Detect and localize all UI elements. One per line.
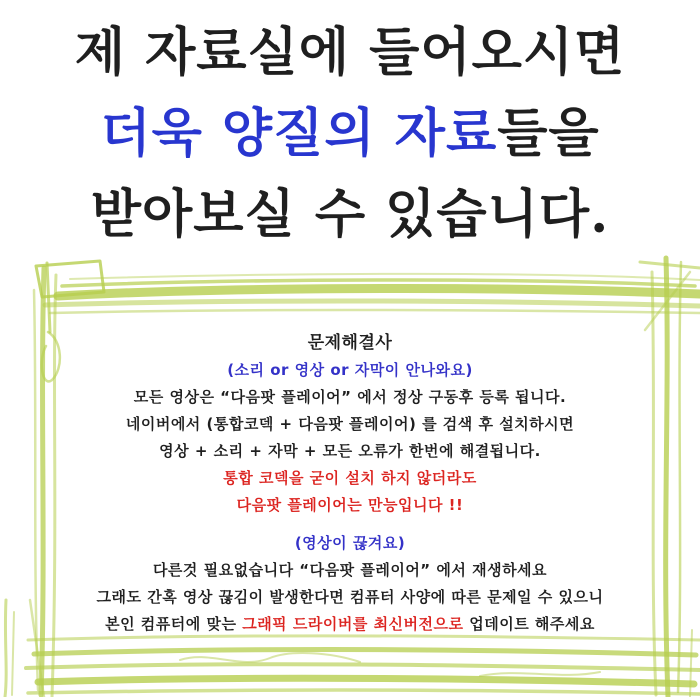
section2-line-3	[40, 611, 660, 638]
header-line-3-text: 받아보실 수 있습니다.	[90, 184, 610, 245]
section2-line-3-suffix: 업데이트 해주세요	[463, 615, 595, 633]
section1-heading: (소리 or 영상 or 자막이 안나와요)	[227, 361, 473, 379]
section2-line-3-prefix: 본인 컴퓨터에 맞는	[105, 615, 243, 633]
section2-line-1: 다른것 필요없습니다 “다음팟 플레이어” 에서 재생하세요	[152, 561, 548, 579]
section1-red-line-2: 다음팟 플레이어는 만능입니다 !!	[236, 496, 464, 514]
section1-line-1: 모든 영상은 “다음팟 플레이어” 에서 정상 구동후 등록 됩니다.	[133, 388, 567, 406]
section1-red-line-1: 통합 코덱을 굳이 설치 하지 않더라도	[223, 469, 477, 487]
section2-line-3-red: 그래픽 드라이버를 최신버전으로	[242, 615, 464, 633]
section2-heading: (영상이 끊겨요)	[294, 534, 406, 552]
section1-line-3: 영상 + 소리 + 자막 + 모든 오류가 한번에 해결됩니다.	[159, 442, 541, 460]
troubleshooting-box	[40, 330, 660, 638]
header-line-2-rest: 들을	[497, 103, 600, 164]
section1-line-2: 네이버에서 (통합코덱 + 다음팟 플레이어) 를 검색 후 설치하시면	[125, 415, 575, 433]
box-title: 문제해결사	[307, 333, 393, 353]
section2-line-2: 그래도 간혹 영상 끊김이 발생한다면 컴퓨터 사양에 따른 문제일 수 있으니	[96, 588, 604, 606]
header-line-2-highlight: 더욱 양질의 자료	[100, 103, 498, 164]
header-line-1-text: 제 자료실에 들어오시면	[74, 22, 626, 83]
